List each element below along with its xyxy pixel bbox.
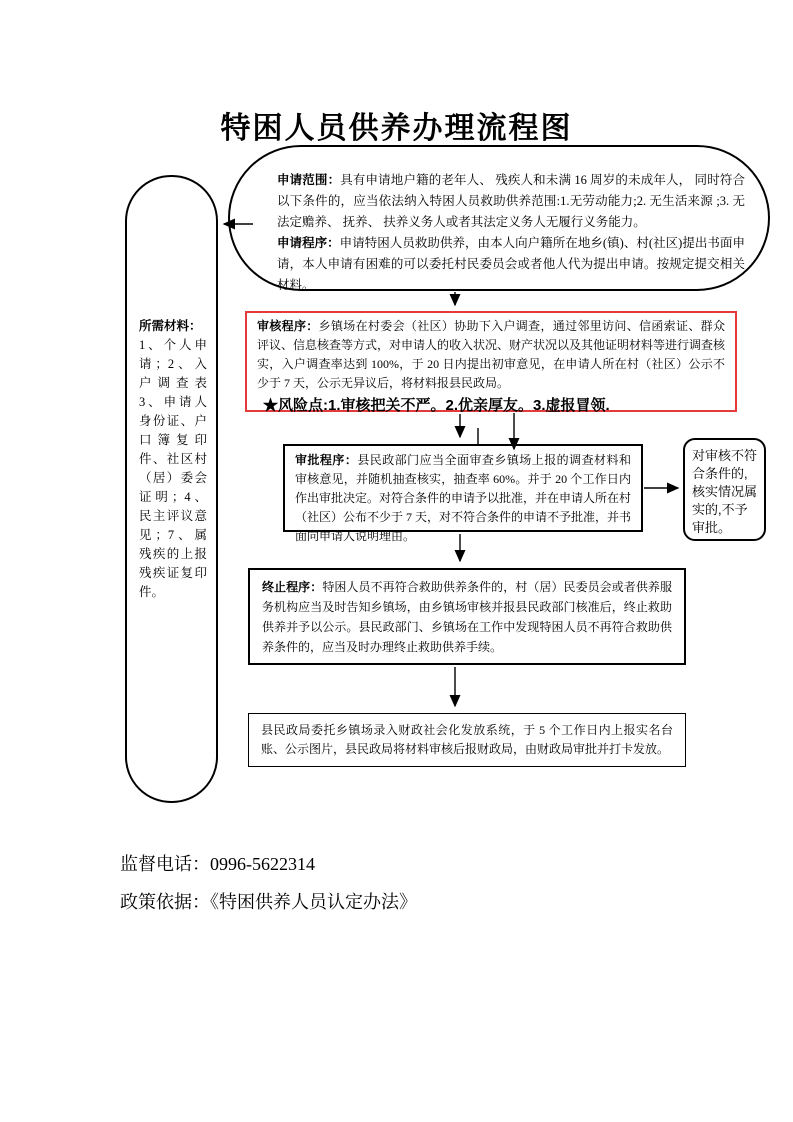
- approval-box: [283, 444, 643, 543]
- review-body: 乡镇场在村委会（社区）协助下入户调查，通过邻里访问、信函索证、群众评议、信息核查等方式，对申请人的收入状况、财产状况以及其他证明材料等进行调查核实，入户调查率达到 100%，于 20 日内提出初审意见，在申请人所在村（社区）公示不少于 7 天，公示无异议后，将材料报县民政局。: [257, 319, 726, 390]
- reject-note-box: [683, 438, 766, 541]
- supervision-phone-number: 0996-5622314: [210, 854, 315, 874]
- approval-body: 县民政部门应当全面审查乡镇场上报的调查材料和审核意见，并随机抽查核实，抽查率 60%。并于 20 个工作日内作出审批决定。对符合条件的申请予以批准，并在申请人所在村（社区）公布不少于 7 天，对不符合条件的申请不予批准，并书面向申请人说明理由。: [295, 453, 632, 543]
- termination-body: 特困人员不再符合救助供养条件的，村（居）民委员会或者供养服务机构应当及时告知乡镇场，由乡镇场审核并报县民政部门核准后，终止救助供养并予以公示。县民政部门、乡镇场在工作中发现特困人员不再符合救助供养条件的，应当及时办理终止救助供养手续。: [262, 580, 672, 654]
- policy-basis-line: [120, 888, 417, 914]
- application-procedure-text: 申请特困人员救助供养，由本人向户籍所在地乡(镇)、村(社区)提出书面申请，本人申请有困难的可以委托村民委员会或者他人代为提出申请。按规定提交相关材料。: [277, 236, 745, 292]
- termination-text: [262, 577, 672, 657]
- termination-box: [248, 568, 686, 665]
- approval-text: [295, 451, 631, 546]
- policy-basis-label: 政策依据：: [120, 892, 210, 912]
- application-scope: [277, 170, 745, 233]
- application-procedure: [277, 233, 745, 296]
- application-scope-text: 具有申请地户籍的老年人、 残疾人和未满 16 周岁的未成年人， 同时符合以下条件的，应当依法纳入特困人员救助供养范围:1.无劳动能力;2. 无生活来源 ;3. 无法定赡养、 抚养、 扶养义务人或者其法定义务人无履行义务能力。: [277, 173, 745, 229]
- termination-label: 终止程序：: [262, 580, 323, 594]
- materials-label: 所需材料：: [139, 319, 202, 333]
- reject-note-text: 对审核不符合条件的,核实情况属实的,不予审批。: [692, 448, 758, 535]
- page-title: 特困人员供养办理流程图: [220, 112, 573, 145]
- application-shape: [228, 145, 770, 291]
- materials-text: [139, 317, 207, 602]
- review-box: [245, 311, 737, 412]
- application-procedure-label: 申请程序：: [277, 236, 340, 250]
- supervision-phone-label: 监督电话：: [120, 854, 210, 874]
- review-text: [257, 317, 725, 393]
- disbursement-text: 县民政局委托乡镇场录入财政社会化发放系统，于 5 个工作日内上报实名台账、公示图片，县民政局将材料审核后报财政局，由财政局审批并打卡发放。: [261, 723, 673, 756]
- materials-list: 1、个人申请；2、入户调查表 3、申请人身份证、户口簿复印件、社区村（居）委会证明；4、民主评议意见；7、属残疾的上报残疾证复印件。: [139, 338, 207, 599]
- materials-shape: [125, 175, 218, 803]
- policy-basis-title: 《特困供养人员认定办法》: [210, 892, 417, 912]
- approval-label: 审批程序：: [295, 453, 358, 467]
- supervision-phone-line: [120, 850, 315, 876]
- risk-points-note: ★风险点:1.审核把关不严。2.优亲厚友。3.虚报冒领.: [263, 397, 610, 414]
- application-scope-label: 申请范围：: [277, 173, 341, 187]
- disbursement-box: [248, 713, 686, 767]
- application-text: [277, 170, 745, 296]
- review-label: 审核程序：: [257, 319, 319, 333]
